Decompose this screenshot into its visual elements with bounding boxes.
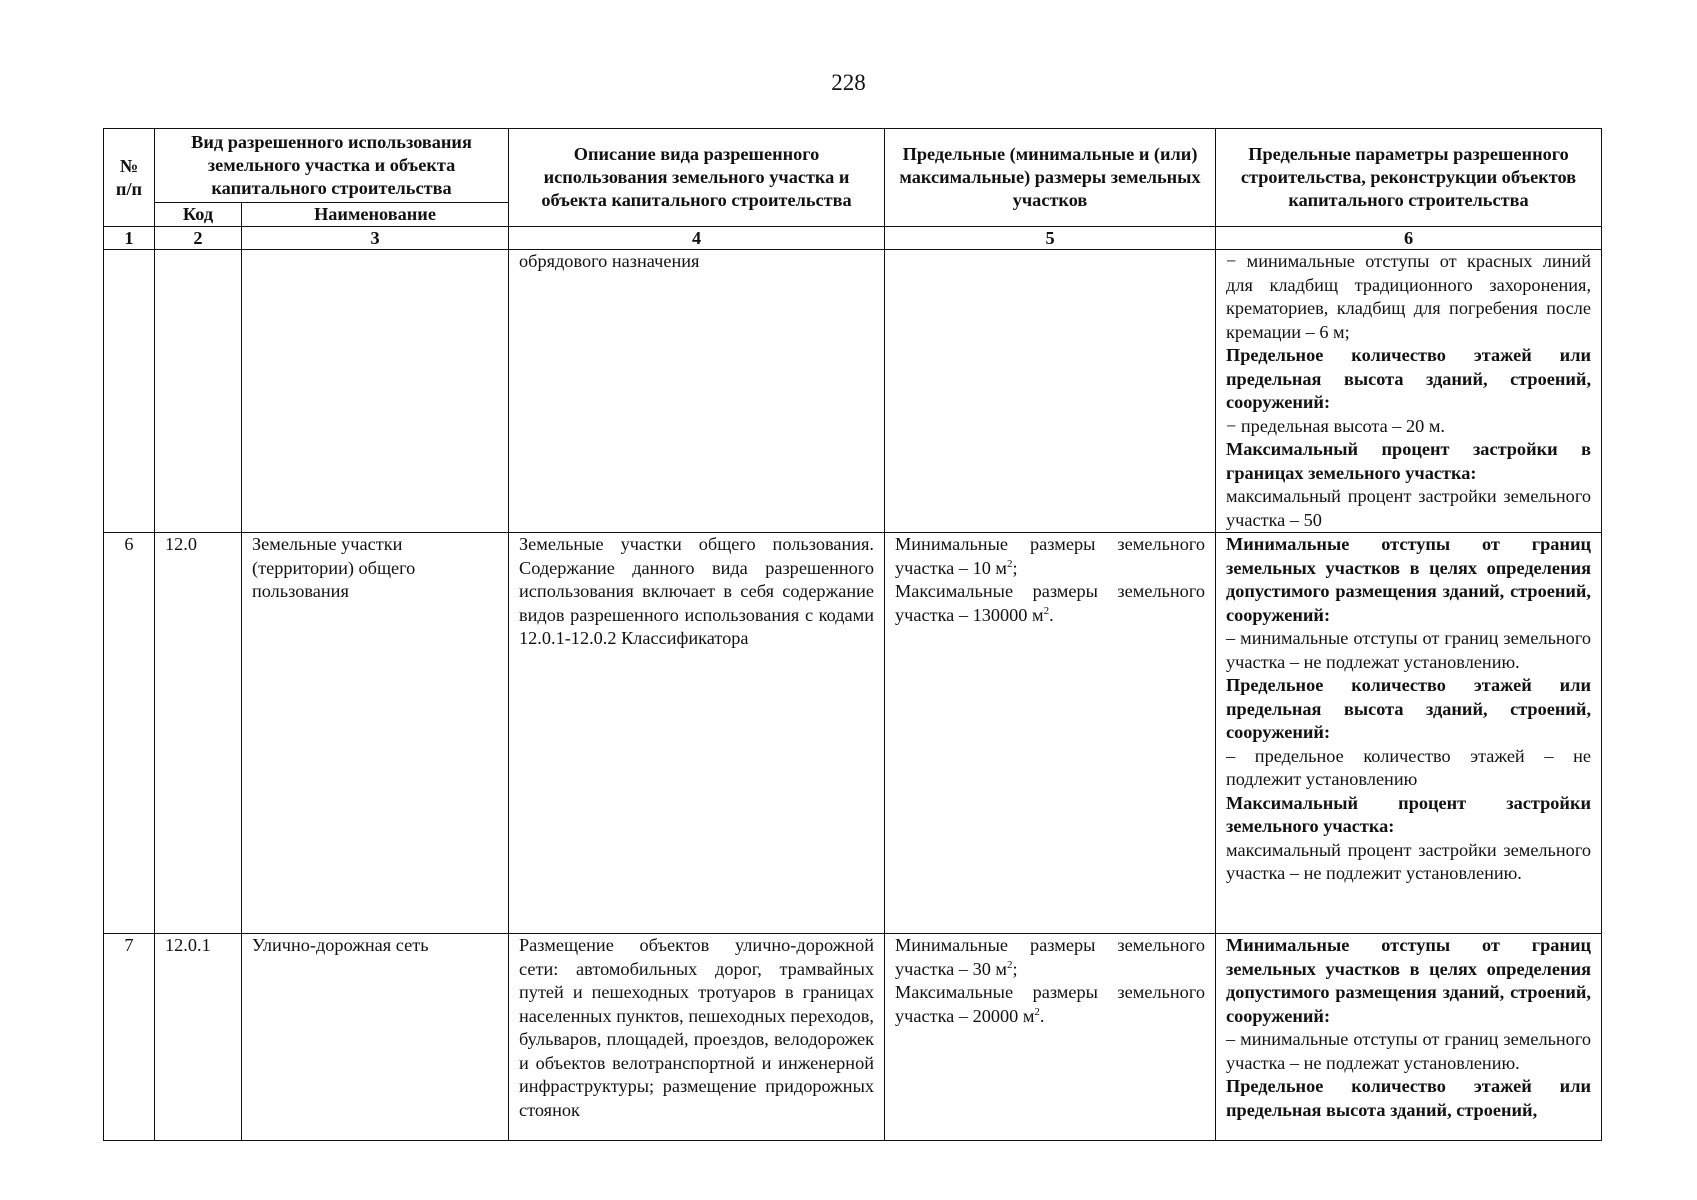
- column-number: 2: [155, 227, 242, 250]
- param-paragraph: − минимальные отступы от красных линий для кладбищ традиционного захоронения, крематориев, кладбищ для погребения после кремации – 6 м;: [1226, 251, 1592, 342]
- sizes-max-text: Максимальные размеры земельного участка – 130000 м: [895, 581, 1206, 625]
- superscript: 2: [1007, 557, 1013, 570]
- param-heading: Максимальный процент застройки в границах земельного участка:: [1226, 439, 1592, 483]
- sizes-max-text: Максимальные размеры земельного участка – 20000 м: [895, 982, 1206, 1026]
- cell-description: [509, 533, 885, 934]
- param-heading: Предельное количество этажей или предельная высота зданий, строений, сооружений:: [1226, 345, 1592, 412]
- param-paragraph: − предельная высота – 20 м.: [1226, 415, 1445, 436]
- param-paragraph: – предельное количество этажей – не подлежит установлению: [1226, 745, 1592, 789]
- column-numbers-row: [104, 227, 1602, 250]
- cell-params: [1216, 533, 1602, 934]
- header-params: Предельные параметры разрешенного строительства, реконструкции объектов капитального строительства: [1216, 129, 1602, 227]
- param-paragraph: максимальный процент застройки земельного участка – не подлежит установлению.: [1226, 839, 1592, 883]
- sizes-min-text: Минимальные размеры земельного участка – 30 м: [895, 935, 1206, 979]
- param-paragraph: – минимальные отступы от границ земельного участка – не подлежат установлению.: [1226, 1029, 1592, 1073]
- param-heading: Минимальные отступы от границ земельных участков в целях определения допустимого размещения зданий, строений, сооружений:: [1226, 534, 1592, 625]
- cell-code: 12.0.1: [155, 934, 242, 1141]
- sizes-max: [895, 580, 1205, 627]
- sizes-min-end: ;: [1012, 958, 1018, 979]
- column-number: 3: [242, 227, 509, 250]
- cell-params: [1216, 250, 1602, 533]
- header-sizes: Предельные (минимальные и (или) максимальные) размеры земельных участков: [885, 129, 1216, 227]
- description-text: Размещение объектов улично-дорожной сети: автомобильных дорог, трамвайных путей и пешеходных тротуаров в границах населенных пунктов, пешеходных переходов, бульваров, площадей, проездов, велодорожек и объектов велотранспортной и инженерной инфраструктуры; размещение придорожных стоянок: [519, 935, 875, 1120]
- header-code: Код: [155, 203, 242, 227]
- cell-name: Улично-дорожная сеть: [242, 934, 509, 1141]
- param-heading: Минимальные отступы от границ земельных участков в целях определения допустимого размещения зданий, строений, сооружений:: [1226, 935, 1592, 1026]
- header-name: Наименование: [242, 203, 509, 227]
- cell-description: [509, 934, 885, 1141]
- column-number: 4: [509, 227, 885, 250]
- page-number: 228: [831, 70, 866, 95]
- sizes-min: [895, 934, 1205, 981]
- sizes-max-end: .: [1049, 604, 1054, 625]
- header-vid: Вид разрешенного использования земельного участка и объекта капитального строительства: [155, 129, 509, 203]
- superscript: 2: [1034, 1005, 1040, 1018]
- table-row: [104, 533, 1602, 934]
- sizes-max: [895, 981, 1205, 1028]
- param-heading: Предельное количество этажей или предельная высота зданий, строений,: [1226, 1076, 1592, 1120]
- param-paragraph: максимальный процент застройки земельного участка – 50: [1226, 486, 1592, 530]
- sizes-max-end: .: [1039, 1005, 1045, 1026]
- param-heading: Максимальный процент застройки земельного участка:: [1226, 792, 1592, 836]
- land-use-table: [103, 128, 1602, 1141]
- cell-sizes: [885, 934, 1216, 1141]
- sizes-min-text: Минимальные размеры земельного участка – 10 м: [895, 534, 1206, 578]
- cell-description: обрядового назначения: [509, 250, 885, 533]
- description-text: Земельные участки общего пользования. Содержание данного вида разрешенного использования включает в себя содержание видов разрешенного использования с кодами 12.0.1-12.0.2 Классификатора: [519, 534, 875, 648]
- superscript: 2: [1043, 604, 1050, 617]
- cell-code: 12.0: [155, 533, 242, 934]
- cell-num: 6: [104, 533, 155, 934]
- table-row: [104, 934, 1602, 1141]
- sizes-min: [895, 533, 1205, 580]
- column-number: 6: [1216, 227, 1602, 250]
- cell-num: 7: [104, 934, 155, 1141]
- column-number: 5: [885, 227, 1216, 250]
- param-paragraph: – минимальные отступы от границ земельного участка – не подлежат установлению.: [1226, 628, 1592, 672]
- param-heading: Предельное количество этажей или предельная высота зданий, строений, сооружений:: [1226, 675, 1592, 742]
- column-number: 1: [104, 227, 155, 250]
- cell-name: [242, 250, 509, 533]
- header-description: Описание вида разрешенного использования земельного участка и объекта капитального строительства: [509, 129, 885, 227]
- continuation-row: [104, 250, 1602, 533]
- cell-sizes: [885, 250, 1216, 533]
- cell-params: [1216, 934, 1602, 1141]
- cell-code: [155, 250, 242, 533]
- sizes-min-end: ;: [1012, 557, 1018, 578]
- header-num: № п/п: [104, 129, 155, 227]
- cell-num: [104, 250, 155, 533]
- cell-name: Земельные участки (территории) общего пользования: [242, 533, 509, 934]
- cell-sizes: [885, 533, 1216, 934]
- superscript: 2: [1007, 958, 1013, 971]
